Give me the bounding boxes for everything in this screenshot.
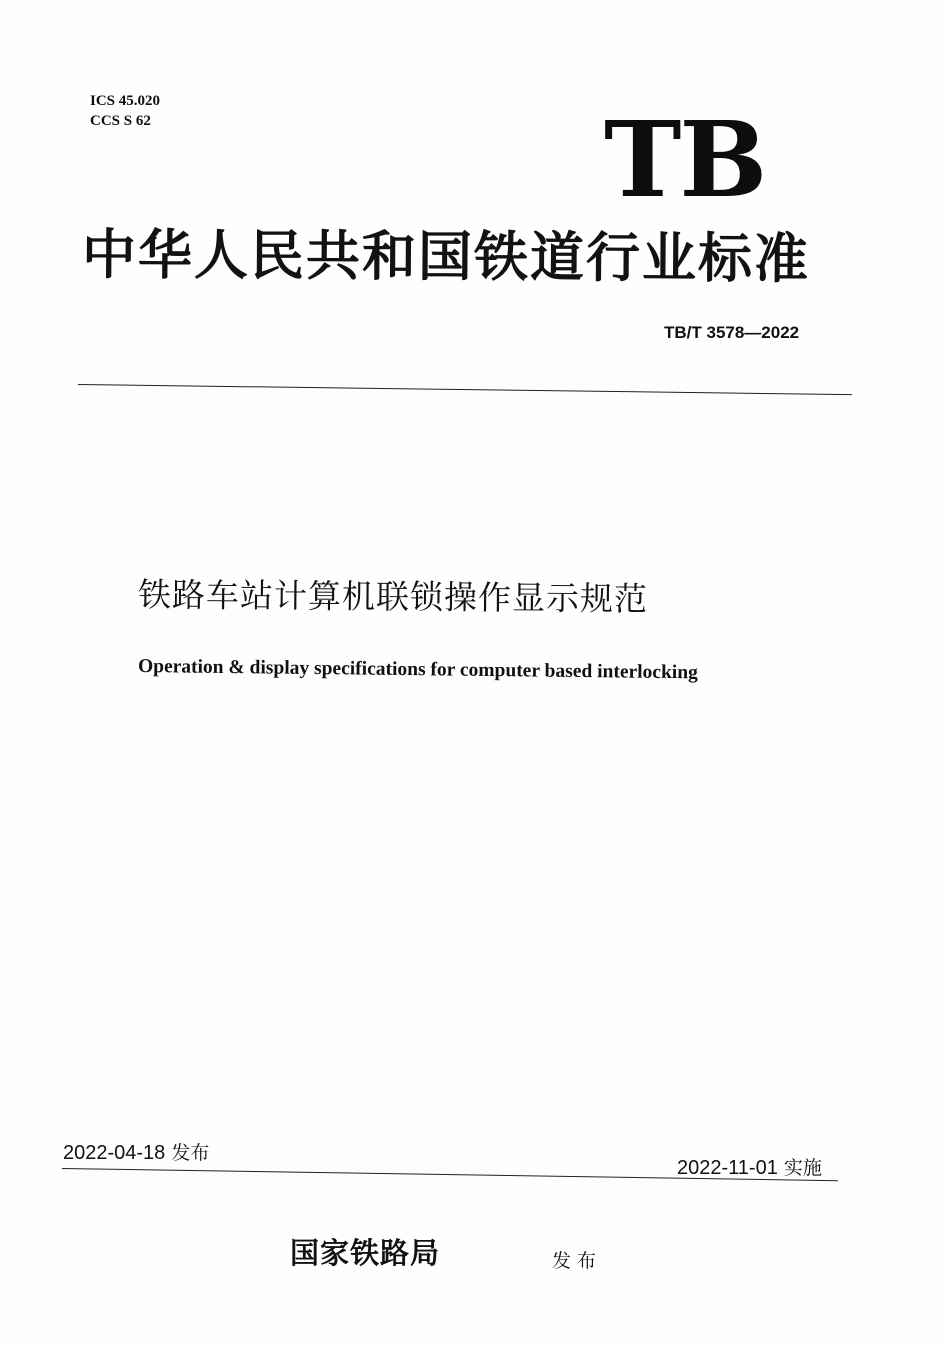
- ccs-code: CCS S 62: [90, 113, 151, 129]
- publisher-name: 国家铁路局: [290, 1236, 441, 1270]
- ics-code: ICS 45.020: [90, 93, 161, 109]
- standard-type-heading: 中华人民共和国铁道行业标准: [81, 222, 811, 291]
- implement-label: 实施: [783, 1157, 822, 1179]
- publisher-action: 发布: [552, 1250, 603, 1272]
- issue-date-line: [63, 1140, 209, 1166]
- title-chinese: 铁路车站计算机联锁操作显示规范: [137, 575, 649, 619]
- standard-number: TB/T 3578—2022: [664, 323, 800, 342]
- implement-date: 2022-11-01: [677, 1157, 778, 1179]
- issue-label: 发布: [171, 1142, 210, 1164]
- issue-date: 2022-04-18: [63, 1142, 166, 1164]
- title-english: Operation & display specifications for computer based interlocking: [137, 656, 698, 684]
- top-divider: [78, 384, 852, 395]
- tb-logo-mark: TB: [604, 98, 766, 221]
